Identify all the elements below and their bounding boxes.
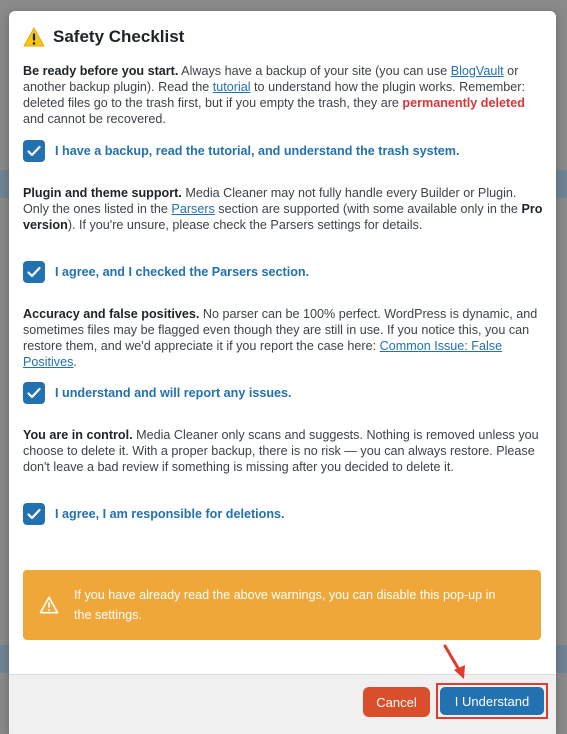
section-heading: Accuracy and false positives. xyxy=(23,307,200,321)
section-text: section are supported (with some available only in the xyxy=(214,202,522,216)
parsers-link[interactable]: Parsers xyxy=(171,202,215,216)
modal-footer xyxy=(9,674,556,734)
section-text: Media Cleaner may not fully handle every Builder or Plugin. Only the ones listed in the xyxy=(23,186,517,216)
section-text: Always have a backup of your site (you can use xyxy=(178,64,451,78)
checkmark-icon xyxy=(27,508,41,520)
section-text: or another backup plugin). Read the xyxy=(23,64,519,94)
false-positives-link[interactable]: Common Issue: False Positives xyxy=(23,339,503,369)
section-backup-text xyxy=(23,63,543,129)
checkbox-row-accuracy[interactable] xyxy=(23,381,543,405)
modal-header xyxy=(23,25,184,49)
checklist-body xyxy=(23,63,543,526)
danger-text: permanently deleted xyxy=(402,96,525,110)
section-heading: You are in control. xyxy=(23,428,133,442)
section-text: . xyxy=(73,355,77,369)
section-text: ). If you're unsure, please check the Parsers settings for details. xyxy=(67,218,423,232)
checkbox-row-control[interactable] xyxy=(23,502,543,526)
checkbox-accuracy[interactable] xyxy=(23,382,45,404)
section-parsers-text xyxy=(23,185,543,249)
pro-version-text: Pro version xyxy=(23,202,543,232)
checkbox-control[interactable] xyxy=(23,503,45,525)
pointer-arrow-icon xyxy=(440,643,470,683)
checkbox-parsers[interactable] xyxy=(23,261,45,283)
disable-popup-notice xyxy=(23,570,541,640)
checkbox-backup[interactable] xyxy=(23,140,45,162)
section-text: No parser can be 100% perfect. WordPress is dynamic, and sometimes files may be flagged even though they are still in use. If you notice this, you can restore them, and we'd appreciate it if you report the case here: xyxy=(23,307,538,353)
checkbox-row-parsers[interactable] xyxy=(23,260,543,284)
modal-title: Safety Checklist xyxy=(53,27,185,46)
section-text: Media Cleaner only scans and suggests. Nothing is removed unless you choose to delete it. With a proper backup, there is no risk — you can always restore. Please don't leave a bad review if something is missing after you decided to delete it. xyxy=(23,428,539,474)
section-heading: Be ready before you start. xyxy=(23,64,179,78)
checkbox-label[interactable]: I agree, I am responsible for deletions. xyxy=(55,507,285,521)
section-text: and cannot be recovered. xyxy=(23,112,166,126)
checkmark-icon xyxy=(27,145,41,157)
checkbox-label[interactable]: I agree, and I checked the Parsers section. xyxy=(55,265,310,279)
section-accuracy-text xyxy=(23,306,543,370)
checkbox-label[interactable]: I understand and will report any issues. xyxy=(55,386,292,400)
blogvault-link[interactable]: BlogVault xyxy=(450,64,504,78)
warning-icon xyxy=(23,27,45,47)
notice-text: If you have already read the above warnings, you can disable this pop-up in the settings. xyxy=(74,588,496,622)
section-text: to understand how the plugin works. Remember: deleted files go to the trash first, but if you empty the trash, they are xyxy=(23,80,525,110)
tutorial-link[interactable]: tutorial xyxy=(212,80,251,94)
section-control-text xyxy=(23,427,543,491)
checkbox-row-backup[interactable] xyxy=(23,139,543,163)
section-heading: Plugin and theme support. xyxy=(23,186,182,200)
i-understand-button[interactable]: I Understand xyxy=(440,687,544,715)
checkmark-icon xyxy=(27,387,41,399)
checkbox-label[interactable]: I have a backup, read the tutorial, and understand the trash system. xyxy=(55,144,460,158)
safety-checklist-modal xyxy=(9,11,556,734)
warning-outline-icon xyxy=(39,596,59,614)
cancel-button[interactable]: Cancel xyxy=(363,687,430,717)
highlight-outline xyxy=(436,683,548,719)
checkmark-icon xyxy=(27,266,41,278)
